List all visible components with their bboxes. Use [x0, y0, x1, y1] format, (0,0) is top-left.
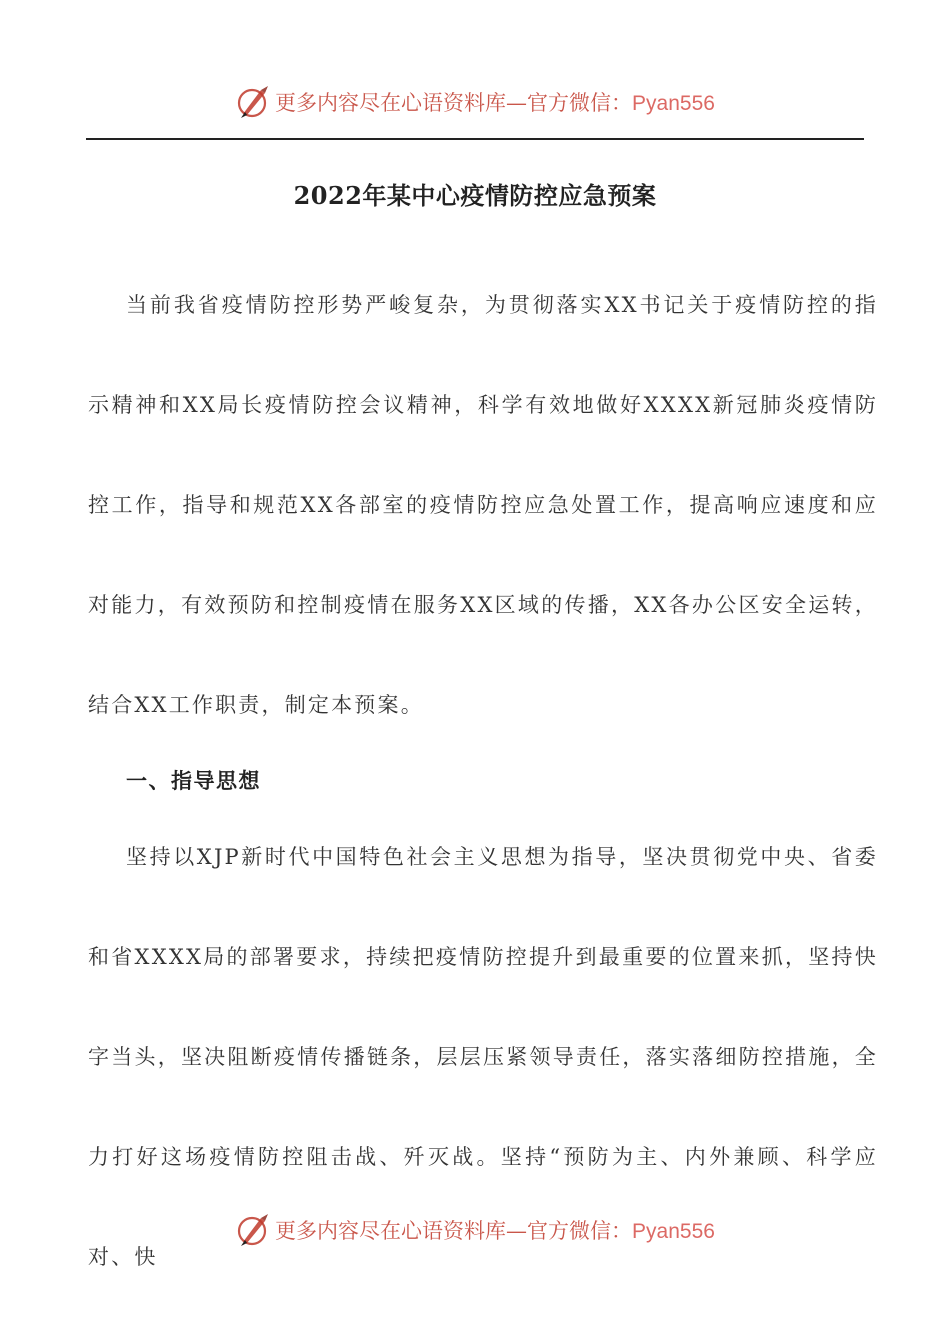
header-watermark [0, 80, 950, 124]
footer-watermark [0, 1208, 950, 1252]
section-heading-guiding-ideology: 一、指导思想 [126, 768, 261, 793]
intro-paragraph: 当前我省疫情防控形势严峻复杂，为贯彻落实XX书记关于疫情防控的指示精神和XX局长疫情防控会议精神，科学有效地做好XXXX新冠肺炎疫情防控工作，指导和规范XX各部室的疫情防控应急处置工作，提高响应速度和应对能力，有效预防和控制疫情在服务XX区域的传播，XX各办公区安全运转，结合XX工作职责，制定本预案。 [88, 293, 878, 717]
watermark-text: 更多内容尽在心语资料库—官方微信：Pyan556 [275, 1219, 715, 1243]
document-body [88, 255, 878, 1307]
watermark-wechat-id: Pyan556 [632, 1220, 715, 1243]
quill-pen-logo-icon [235, 84, 271, 120]
document-title: 2022年某中心疫情防控应急预案 [293, 181, 657, 210]
watermark-text: 更多内容尽在心语资料库—官方微信：Pyan556 [275, 91, 715, 115]
watermark-wechat-id: Pyan556 [632, 92, 715, 115]
header-divider [86, 138, 864, 140]
guiding-ideology-paragraph: 坚持以XJP新时代中国特色社会主义思想为指导，坚决贯彻党中央、省委和省XXXX局的部署要求，持续把疫情防控提升到最重要的位置来抓，坚持快字当头，坚决阻断疫情传播链条，层层压紧领导责任，落实落细防控措施，全力打好这场疫情防控阻击战、歼灭战。坚持“预防为主、内外兼顾、科学应对、快 [88, 845, 878, 1269]
quill-pen-logo-icon [235, 1212, 271, 1248]
